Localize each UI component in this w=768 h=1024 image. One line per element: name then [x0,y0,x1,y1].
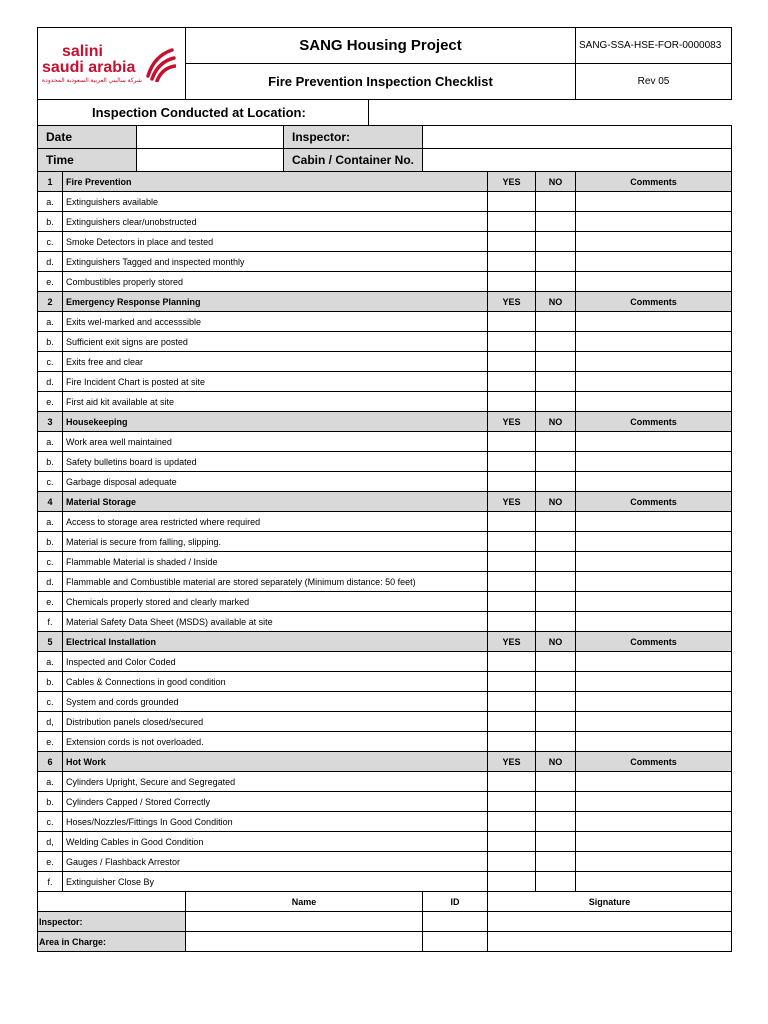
item-text: Cylinders Capped / Stored Correctly [63,792,488,812]
comments-cell[interactable] [576,552,732,572]
yes-checkbox-cell[interactable] [488,872,536,892]
area-in-charge-signature-field[interactable] [488,932,732,952]
company-logo [42,44,181,84]
yes-checkbox-cell[interactable] [488,672,536,692]
section-header-row [38,752,732,772]
yes-column-header: YES [488,292,536,312]
inspector-signature-field[interactable] [488,912,732,932]
yes-checkbox-cell[interactable] [488,432,536,452]
comments-cell[interactable] [576,532,732,552]
section-header-row [38,632,732,652]
signature-corner [38,892,186,912]
item-index: d. [38,572,63,592]
no-checkbox-cell[interactable] [536,232,576,252]
section-title: Housekeeping [63,412,488,432]
item-text: Garbage disposal adequate [63,472,488,492]
checklist-item-row [38,212,732,232]
comments-cell[interactable] [576,232,732,252]
item-text: Cylinders Upright, Secure and Segregated [63,772,488,792]
no-column-header: NO [536,752,576,772]
item-index: a. [38,312,63,332]
header-table [37,27,732,100]
item-index: b. [38,212,63,232]
item-text: Cables & Connections in good condition [63,672,488,692]
yes-checkbox-cell[interactable] [488,652,536,672]
yes-checkbox-cell[interactable] [488,712,536,732]
no-column-header: NO [536,412,576,432]
item-text: Inspected and Color Coded [63,652,488,672]
comments-cell[interactable] [576,572,732,592]
no-checkbox-cell[interactable] [536,772,576,792]
item-index: b. [38,452,63,472]
item-index: f. [38,612,63,632]
yes-checkbox-cell[interactable] [488,332,536,352]
comments-column-header: Comments [576,292,732,312]
date-field[interactable] [137,126,284,149]
item-text: Smoke Detectors in place and tested [63,232,488,252]
info-table [37,125,732,172]
comments-cell[interactable] [576,212,732,232]
no-checkbox-cell[interactable] [536,552,576,572]
no-checkbox-cell[interactable] [536,272,576,292]
checklist-item-row [38,332,732,352]
comments-cell[interactable] [576,712,732,732]
checklist-item-row [38,272,732,292]
yes-checkbox-cell[interactable] [488,552,536,572]
comments-cell[interactable] [576,652,732,672]
comments-cell[interactable] [576,772,732,792]
form-title: Fire Prevention Inspection Checklist [186,64,576,100]
item-index: c. [38,352,63,372]
id-header: ID [423,892,488,912]
yes-checkbox-cell[interactable] [488,832,536,852]
item-text: Fire Incident Chart is posted at site [63,372,488,392]
inspector-field[interactable] [423,126,732,149]
signature-header: Signature [488,892,732,912]
no-column-header: NO [536,292,576,312]
item-text: Hoses/Nozzles/Fittings In Good Condition [63,812,488,832]
no-checkbox-cell[interactable] [536,512,576,532]
yes-checkbox-cell[interactable] [488,372,536,392]
no-checkbox-cell[interactable] [536,432,576,452]
item-text: Safety bulletins board is updated [63,452,488,472]
item-index: d. [38,252,63,272]
yes-checkbox-cell[interactable] [488,252,536,272]
no-column-header: NO [536,172,576,192]
checklist-item-row [38,792,732,812]
yes-checkbox-cell[interactable] [488,732,536,752]
item-text: Exits wel-marked and accesssible [63,312,488,332]
item-index: e. [38,272,63,292]
comments-cell[interactable] [576,592,732,612]
checklist-item-row [38,472,732,492]
time-field[interactable] [137,149,284,172]
section-header-row [38,292,732,312]
item-index: a. [38,652,63,672]
section-title: Electrical Installation [63,632,488,652]
item-index: c. [38,472,63,492]
comments-cell[interactable] [576,372,732,392]
yes-column-header: YES [488,172,536,192]
logo-arabic: شركة ساليني العربية السعودية المحدودة [42,77,142,84]
comments-column-header: Comments [576,752,732,772]
no-checkbox-cell[interactable] [536,612,576,632]
comments-column-header: Comments [576,492,732,512]
yes-checkbox-cell[interactable] [488,592,536,612]
section-title: Fire Prevention [63,172,488,192]
section-number: 5 [38,632,63,652]
checklist-item-row [38,532,732,552]
yes-checkbox-cell[interactable] [488,272,536,292]
checklist-item-row [38,572,732,592]
item-text: Extinguishers available [63,192,488,212]
signature-table [37,891,732,952]
no-checkbox-cell[interactable] [536,712,576,732]
checklist-item-row [38,392,732,412]
no-checkbox-cell[interactable] [536,372,576,392]
yes-checkbox-cell[interactable] [488,772,536,792]
comments-cell[interactable] [576,872,732,892]
comments-cell[interactable] [576,392,732,412]
inspector-name-field[interactable] [186,912,423,932]
comments-cell[interactable] [576,312,732,332]
item-text: Extinguishers Tagged and inspected monthly [63,252,488,272]
no-checkbox-cell[interactable] [536,872,576,892]
no-checkbox-cell[interactable] [536,532,576,552]
name-header: Name [186,892,423,912]
no-checkbox-cell[interactable] [536,672,576,692]
yes-column-header: YES [488,412,536,432]
comments-cell[interactable] [576,512,732,532]
item-index: a. [38,432,63,452]
yes-column-header: YES [488,492,536,512]
item-index: a. [38,512,63,532]
yes-checkbox-cell[interactable] [488,572,536,592]
no-checkbox-cell[interactable] [536,192,576,212]
item-text: Extinguisher Close By [63,872,488,892]
yes-checkbox-cell[interactable] [488,472,536,492]
section-title: Emergency Response Planning [63,292,488,312]
cabin-field[interactable] [423,149,732,172]
no-checkbox-cell[interactable] [536,212,576,232]
item-index: e. [38,392,63,412]
comments-cell[interactable] [576,432,732,452]
yes-checkbox-cell[interactable] [488,212,536,232]
yes-checkbox-cell[interactable] [488,532,536,552]
date-label: Date [38,126,137,149]
no-checkbox-cell[interactable] [536,332,576,352]
no-checkbox-cell[interactable] [536,312,576,332]
item-text: Chemicals properly stored and clearly marked [63,592,488,612]
checklist-item-row [38,692,732,712]
checklist-item-row [38,312,732,332]
comments-cell[interactable] [576,452,732,472]
inspector-signoff-label: Inspector: [38,912,186,932]
no-checkbox-cell[interactable] [536,592,576,612]
item-index: e. [38,732,63,752]
no-checkbox-cell[interactable] [536,832,576,852]
item-index: c. [38,232,63,252]
comments-cell[interactable] [576,192,732,212]
item-index: e. [38,852,63,872]
comments-cell[interactable] [576,252,732,272]
comments-cell[interactable] [576,672,732,692]
no-checkbox-cell[interactable] [536,852,576,872]
item-index: b. [38,532,63,552]
no-checkbox-cell[interactable] [536,352,576,372]
item-text: Work area well maintained [63,432,488,452]
section-number: 2 [38,292,63,312]
item-index: b. [38,792,63,812]
checklist-item-row [38,432,732,452]
item-index: c. [38,812,63,832]
checklist-item-row [38,612,732,632]
item-text: Exits free and clear [63,352,488,372]
section-number: 4 [38,492,63,512]
yes-column-header: YES [488,752,536,772]
item-index: e. [38,592,63,612]
item-index: a. [38,772,63,792]
item-text: First aid kit available at site [63,392,488,412]
section-number: 6 [38,752,63,772]
yes-checkbox-cell[interactable] [488,452,536,472]
no-column-header: NO [536,492,576,512]
checklist-item-row [38,772,732,792]
checklist-item-row [38,452,732,472]
checklist-item-row [38,832,732,852]
logo-line1: salini [62,42,103,60]
yes-checkbox-cell[interactable] [488,392,536,412]
yes-checkbox-cell[interactable] [488,612,536,632]
no-checkbox-cell[interactable] [536,812,576,832]
area-in-charge-label: Area in Charge: [38,932,186,952]
checklist-item-row [38,852,732,872]
item-index: d, [38,832,63,852]
no-checkbox-cell[interactable] [536,392,576,412]
checklist-sheet [37,27,731,952]
yes-checkbox-cell[interactable] [488,812,536,832]
item-text: Flammable and Combustible material are stored separately (Minimum distance: 50 feet) [63,572,488,592]
item-index: d, [38,712,63,732]
item-text: Access to storage area restricted where required [63,512,488,532]
item-text: Material is secure from falling, slipping. [63,532,488,552]
checklist-item-row [38,672,732,692]
comments-cell[interactable] [576,852,732,872]
yes-checkbox-cell[interactable] [488,792,536,812]
project-title: SANG Housing Project [186,28,576,64]
item-index: c. [38,552,63,572]
section-number: 1 [38,172,63,192]
no-checkbox-cell[interactable] [536,452,576,472]
location-label: Inspection Conducted at Location: [38,100,369,126]
yes-checkbox-cell[interactable] [488,692,536,712]
comments-cell[interactable] [576,612,732,632]
comments-column-header: Comments [576,412,732,432]
area-in-charge-id-field[interactable] [423,932,488,952]
section-header-row [38,172,732,192]
checklist-item-row [38,812,732,832]
checklist-item-row [38,372,732,392]
checklist-item-row [38,512,732,532]
comments-cell[interactable] [576,792,732,812]
item-text: System and cords grounded [63,692,488,712]
item-text: Sufficient exit signs are posted [63,332,488,352]
item-text: Combustibles properly stored [63,272,488,292]
section-header-row [38,492,732,512]
comments-cell[interactable] [576,732,732,752]
item-text: Extension cords is not overloaded. [63,732,488,752]
no-checkbox-cell[interactable] [536,792,576,812]
item-text: Flammable Material is shaded / Inside [63,552,488,572]
comments-cell[interactable] [576,692,732,712]
no-checkbox-cell[interactable] [536,472,576,492]
logo-mark-icon [142,46,176,82]
comments-cell[interactable] [576,812,732,832]
checklist-item-row [38,872,732,892]
item-index: c. [38,692,63,712]
yes-checkbox-cell[interactable] [488,312,536,332]
item-text: Gauges / Flashback Arrestor [63,852,488,872]
item-index: d. [38,372,63,392]
yes-column-header: YES [488,632,536,652]
area-in-charge-name-field[interactable] [186,932,423,952]
checklist-item-row [38,712,732,732]
logo-line2: saudi arabia [42,58,136,76]
item-index: b. [38,332,63,352]
comments-cell[interactable] [576,272,732,292]
logo-cell [38,28,186,100]
checklist-item-row [38,552,732,572]
yes-checkbox-cell[interactable] [488,852,536,872]
yes-checkbox-cell[interactable] [488,192,536,212]
no-checkbox-cell[interactable] [536,732,576,752]
location-field[interactable] [369,100,732,126]
no-column-header: NO [536,632,576,652]
comments-cell[interactable] [576,472,732,492]
no-checkbox-cell[interactable] [536,252,576,272]
item-text: Extinguishers clear/unobstructed [63,212,488,232]
no-checkbox-cell[interactable] [536,652,576,672]
checklist-item-row [38,192,732,212]
checklist-item-row [38,232,732,252]
yes-checkbox-cell[interactable] [488,352,536,372]
checklist-item-row [38,352,732,372]
cabin-label: Cabin / Container No. [284,149,423,172]
checklist-item-row [38,732,732,752]
item-text: Material Safety Data Sheet (MSDS) available at site [63,612,488,632]
inspector-id-field[interactable] [423,912,488,932]
inspector-label: Inspector: [284,126,423,149]
revision: Rev 05 [576,64,732,100]
yes-checkbox-cell[interactable] [488,232,536,252]
item-index: b. [38,672,63,692]
section-title: Material Storage [63,492,488,512]
comments-column-header: Comments [576,632,732,652]
item-text: Distribution panels closed/secured [63,712,488,732]
comments-column-header: Comments [576,172,732,192]
section-number: 3 [38,412,63,432]
comments-cell[interactable] [576,332,732,352]
checklist-item-row [38,252,732,272]
yes-checkbox-cell[interactable] [488,512,536,532]
time-label: Time [38,149,137,172]
item-index: a. [38,192,63,212]
checklist-table [37,171,732,892]
checklist-item-row [38,652,732,672]
no-checkbox-cell[interactable] [536,572,576,592]
checklist-item-row [38,592,732,612]
comments-cell[interactable] [576,352,732,372]
item-text: Welding Cables in Good Condition [63,832,488,852]
item-index: f. [38,872,63,892]
comments-cell[interactable] [576,832,732,852]
section-header-row [38,412,732,432]
document-code: SANG-SSA-HSE-FOR-0000083 [576,28,732,64]
location-table [37,99,732,126]
section-title: Hot Work [63,752,488,772]
no-checkbox-cell[interactable] [536,692,576,712]
